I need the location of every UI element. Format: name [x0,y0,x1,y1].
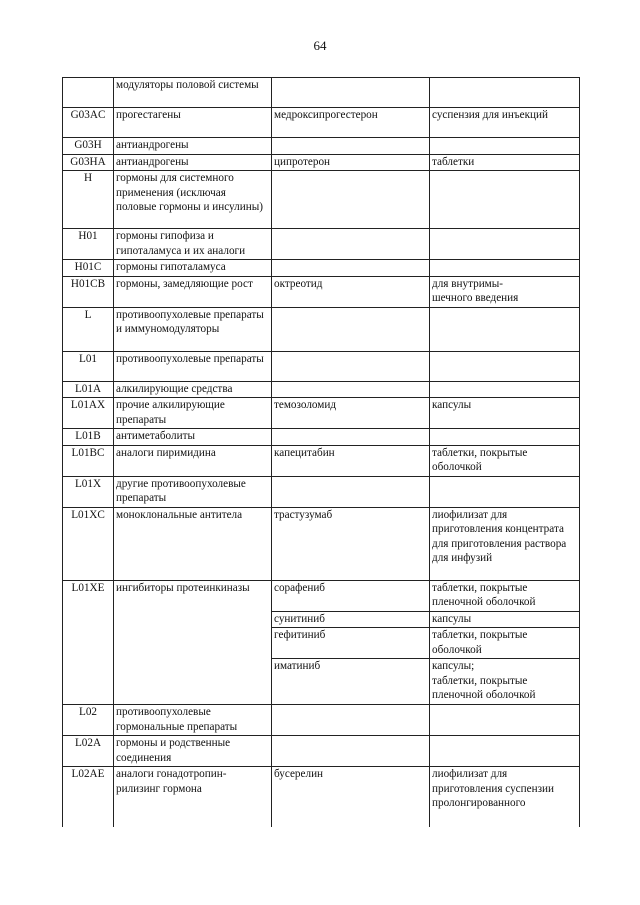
dosage-form-cell [430,351,580,381]
group-name-cell: прогестагены [114,108,272,138]
table-row [63,476,580,507]
drug-name-cell [272,381,430,398]
dosage-form-cell [430,138,580,155]
dosage-form-cell [430,429,580,446]
page-number: 64 [313,38,327,53]
dosage-form-cell: капсулы; таблетки, покрытые пленочной оболочкой [430,659,580,705]
group-name-cell: гормоны и родственные соединения [114,736,272,767]
table-row [63,108,580,138]
code-cell: G03AC [63,108,114,138]
drug-name-cell: сорафениб [272,580,430,611]
table-row [63,445,580,476]
group-name-cell: противоопухолевые гормональные препараты [114,705,272,736]
code-cell: L01X [63,476,114,507]
group-name-cell: алкилирующие средства [114,381,272,398]
group-name-cell: другие противоопухолевые препараты [114,476,272,507]
drug-name-cell: иматиниб [272,659,430,705]
table-row [63,171,580,229]
drug-name-cell: октреотид [272,276,430,307]
code-cell: L01 [63,351,114,381]
code-cell: L01BC [63,445,114,476]
code-cell: H01 [63,229,114,260]
table-row [63,260,580,277]
table-row [63,705,580,736]
group-name-cell: моноклональные антитела [114,507,272,580]
dosage-form-cell: для внутримы- шечного введения [430,276,580,307]
group-name-cell: гормоны гипоталамуса [114,260,272,277]
dosage-form-cell: таблетки, покрытые оболочкой [430,445,580,476]
code-cell: H01C [63,260,114,277]
dosage-form-cell [430,736,580,767]
table-row [63,398,580,429]
drug-name-cell: сунитиниб [272,611,430,628]
code-cell [63,659,114,705]
table-row [63,507,580,580]
drug-name-cell [272,307,430,351]
code-cell: L01XE [63,580,114,611]
drug-name-cell [272,705,430,736]
group-name-cell: модуляторы половой системы [114,78,272,108]
code-cell [63,628,114,659]
dosage-form-cell [430,171,580,229]
group-name-cell: противоопухолевые препараты и иммуномодуляторы [114,307,272,351]
drug-name-cell [272,78,430,108]
group-name-cell [114,628,272,659]
group-name-cell: антиандрогены [114,154,272,171]
table-row [63,736,580,767]
drug-name-cell: ципротерон [272,154,430,171]
drug-name-cell [272,171,430,229]
group-name-cell [114,659,272,705]
drug-name-cell: медроксипрогестерон [272,108,430,138]
code-cell: G03H [63,138,114,155]
code-cell: L01AX [63,398,114,429]
table-row [63,154,580,171]
drug-name-cell: трастузумаб [272,507,430,580]
dosage-form-cell [430,705,580,736]
group-name-cell: гормоны гипофиза и гипоталамуса и их аналоги [114,229,272,260]
drug-name-cell [272,736,430,767]
dosage-form-cell [430,381,580,398]
drug-name-cell: капецитабин [272,445,430,476]
code-cell: L02 [63,705,114,736]
group-name-cell: гормоны для системного применения (исключая половые гормоны и инсулины) [114,171,272,229]
code-cell: G03HA [63,154,114,171]
group-name-cell: антиандрогены [114,138,272,155]
dosage-form-cell: капсулы [430,398,580,429]
group-name-cell: гормоны, замедляющие рост [114,276,272,307]
drug-name-cell [272,429,430,446]
dosage-form-cell [430,78,580,108]
drug-name-cell: гефитиниб [272,628,430,659]
table-row [63,429,580,446]
drug-name-cell [272,476,430,507]
group-name-cell: ингибиторы протеинкиназы [114,580,272,611]
table-row [63,580,580,611]
drug-name-cell: бусерелин [272,767,430,827]
code-cell: H01CB [63,276,114,307]
table-row [63,611,580,628]
group-name-cell [114,611,272,628]
group-name-cell: аналоги гонадотропин- рилизинг гормона [114,767,272,827]
drug-name-cell [272,260,430,277]
code-cell: L02AE [63,767,114,827]
group-name-cell: аналоги пиримидина [114,445,272,476]
group-name-cell: прочие алкилирующие препараты [114,398,272,429]
dosage-form-cell [430,260,580,277]
group-name-cell: антиметаболиты [114,429,272,446]
table-row [63,659,580,705]
drug-name-cell [272,138,430,155]
table-row [63,307,580,351]
table-row [63,276,580,307]
drug-name-cell: темозоломид [272,398,430,429]
dosage-form-cell: лиофилизат для приготовления суспензии пролонгированного [430,767,580,827]
dosage-form-cell [430,476,580,507]
table-row [63,628,580,659]
code-cell: H [63,171,114,229]
code-cell: L02A [63,736,114,767]
code-cell: L01B [63,429,114,446]
dosage-form-cell: суспензия для инъекций [430,108,580,138]
code-cell [63,611,114,628]
dosage-form-cell: капсулы [430,611,580,628]
dosage-form-cell: лиофилизат для приготовления концентрата для приготовления раствора для инфузий [430,507,580,580]
drug-table [62,77,580,827]
code-cell [63,78,114,108]
table-row [63,78,580,108]
table-row [63,381,580,398]
dosage-form-cell [430,307,580,351]
table-row [63,138,580,155]
code-cell: L [63,307,114,351]
drug-name-cell [272,351,430,381]
dosage-form-cell: таблетки, покрытые пленочной оболочкой [430,580,580,611]
group-name-cell: противоопухолевые препараты [114,351,272,381]
code-cell: L01A [63,381,114,398]
table-row [63,767,580,827]
drug-name-cell [272,229,430,260]
table-row [63,351,580,381]
table-row [63,229,580,260]
dosage-form-cell: таблетки, покрытые оболочкой [430,628,580,659]
dosage-form-cell [430,229,580,260]
code-cell: L01XC [63,507,114,580]
dosage-form-cell: таблетки [430,154,580,171]
